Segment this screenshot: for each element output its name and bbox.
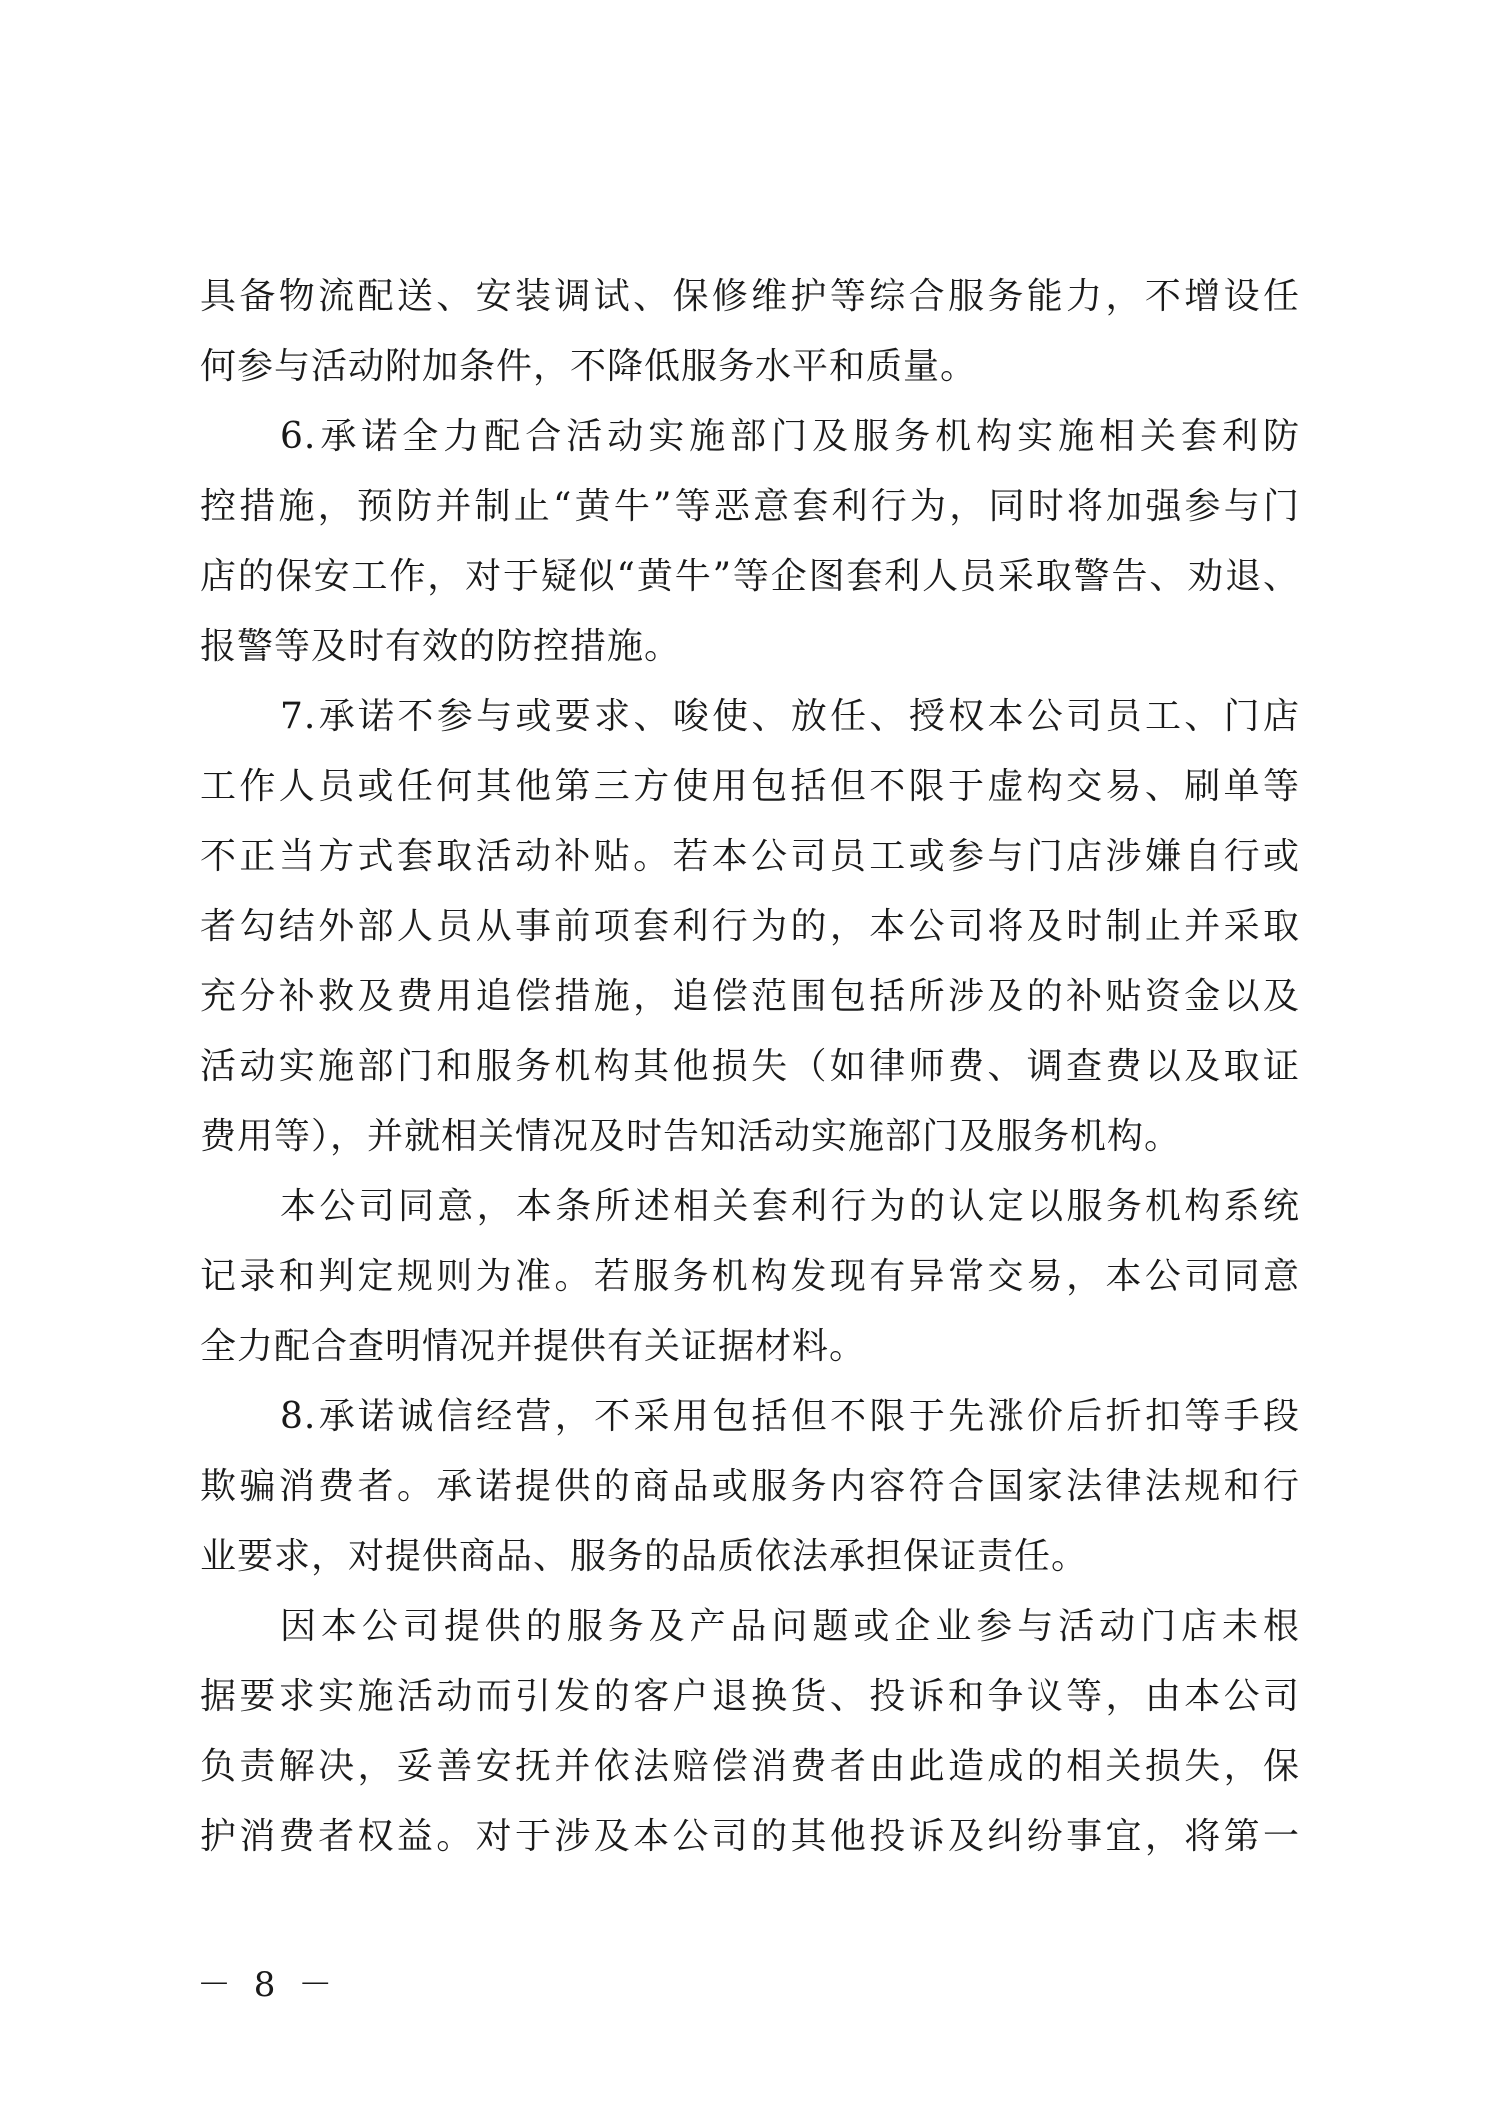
text-line-21: 据要求实施活动而引发的客户退换货、投诉和争议等，由本公司 [200, 1676, 1300, 1717]
text-line-17: 8.承诺诚信经营，不采用包括但不限于先涨价后折扣等手段 [280, 1396, 1300, 1437]
page-number: － 8 － [197, 1965, 339, 2005]
text-line-10: 者勾结外部人员从事前项套利行为的，本公司将及时制止并采取 [200, 906, 1300, 947]
text-line-22: 负责解决，妥善安抚并依法赔偿消费者由此造成的相关损失，保 [200, 1746, 1300, 1787]
text-line-20: 因本公司提供的服务及产品问题或企业参与活动门店未根 [280, 1606, 1300, 1647]
text-line-15: 记录和判定规则为准。若服务机构发现有异常交易，本公司同意 [200, 1256, 1300, 1297]
text-line-19: 业要求，对提供商品、服务的品质依法承担保证责任。 [200, 1536, 1089, 1577]
body-text [200, 262, 1300, 1872]
text-line-5: 店的保安工作，对于疑似“黄牛”等企图套利人员采取警告、劝退、 [200, 556, 1300, 597]
text-line-4: 控措施，预防并制止“黄牛”等恶意套利行为，同时将加强参与门 [200, 486, 1300, 527]
text-line-23: 护消费者权益。对于涉及本公司的其他投诉及纠纷事宜，将第一 [200, 1816, 1300, 1857]
text-line-3: 6.承诺全力配合活动实施部门及服务机构实施相关套利防 [280, 416, 1300, 457]
text-line-7: 7.承诺不参与或要求、唆使、放任、授权本公司员工、门店 [280, 696, 1300, 737]
text-line-9: 不正当方式套取活动补贴。若本公司员工或参与门店涉嫌自行或 [200, 836, 1300, 877]
text-line-2: 何参与活动附加条件，不降低服务水平和质量。 [200, 346, 978, 387]
text-line-18: 欺骗消费者。承诺提供的商品或服务内容符合国家法律法规和行 [200, 1466, 1300, 1507]
text-line-6: 报警等及时有效的防控措施。 [200, 626, 682, 667]
text-line-13: 费用等），并就相关情况及时告知活动实施部门及服务机构。 [200, 1116, 1182, 1157]
text-line-1: 具备物流配送、安装调试、保修维护等综合服务能力，不增设任 [200, 276, 1300, 317]
text-line-8: 工作人员或任何其他第三方使用包括但不限于虚构交易、刷单等 [200, 766, 1300, 807]
text-line-11: 充分补救及费用追偿措施，追偿范围包括所涉及的补贴资金以及 [200, 976, 1300, 1017]
text-line-16: 全力配合查明情况并提供有关证据材料。 [200, 1326, 867, 1367]
text-line-12: 活动实施部门和服务机构其他损失（如律师费、调查费以及取证 [200, 1046, 1300, 1087]
text-line-14: 本公司同意，本条所述相关套利行为的认定以服务机构系统 [280, 1186, 1300, 1227]
